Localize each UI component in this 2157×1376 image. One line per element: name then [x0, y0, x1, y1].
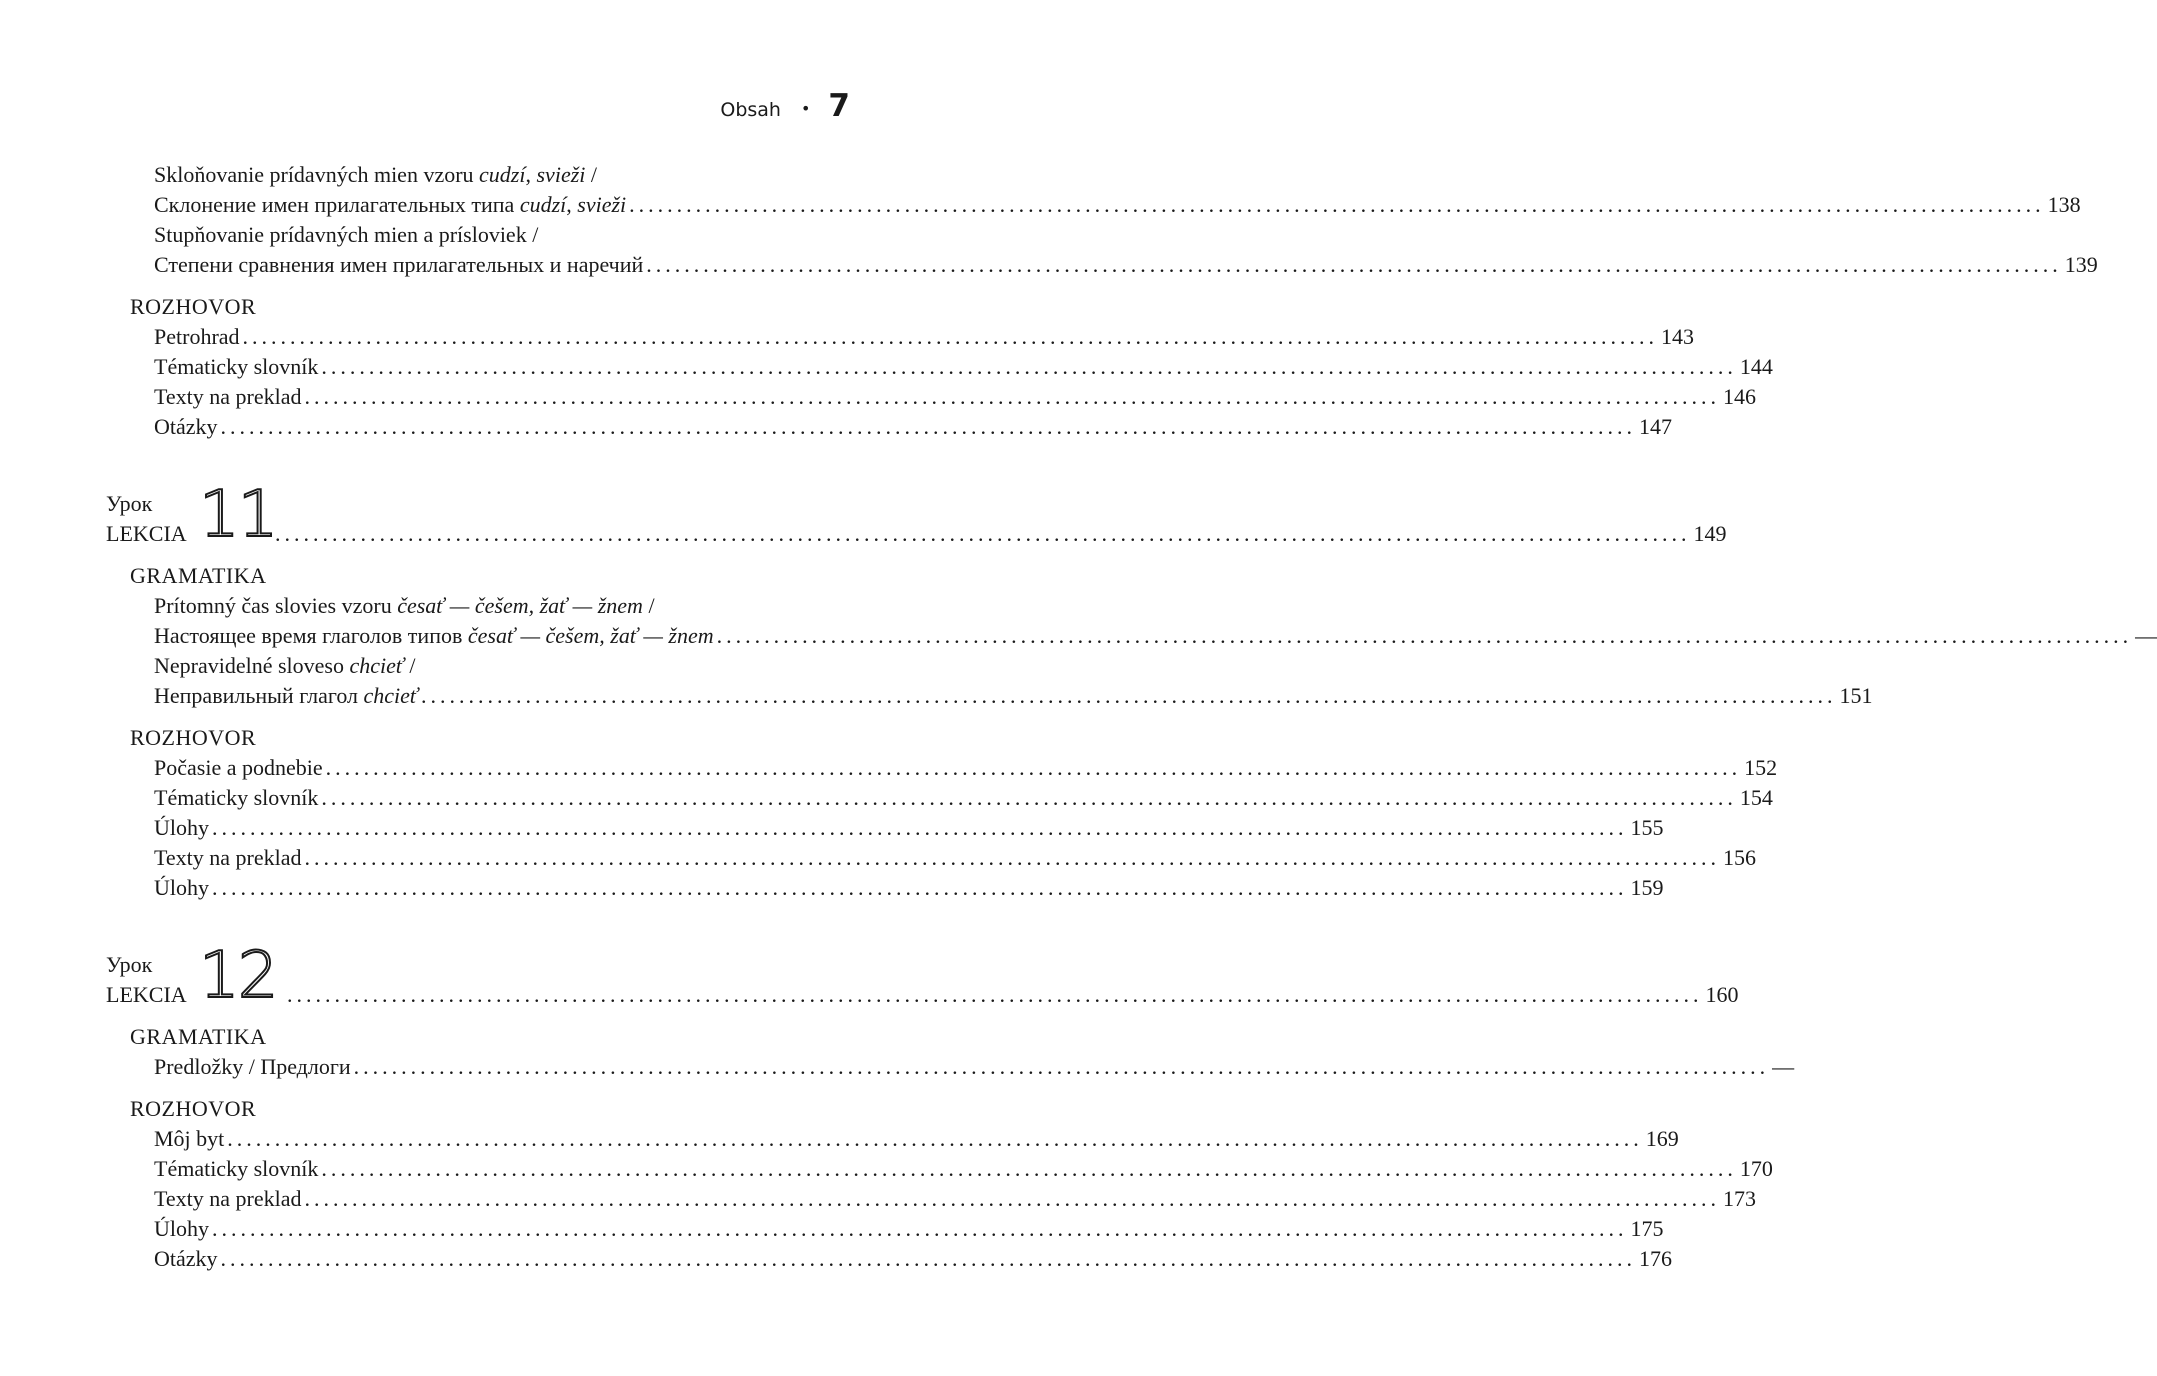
leader-dots: .....................................................................................................................................................: [220, 1246, 1637, 1271]
leader-dots: .....................................................................................................................................................: [220, 414, 1637, 439]
section-heading-gramatika: GRAMATIKA: [130, 563, 267, 588]
page-ref: 138: [2047, 192, 2081, 217]
lesson-label-sk: LEKCIA: [106, 982, 187, 1007]
page-ref: 151: [1839, 683, 1873, 708]
page-ref: —: [1772, 1054, 1795, 1079]
leader-dots: .....................................................................................................................................................: [353, 1054, 1770, 1079]
lesson-label-ru: Урок: [106, 491, 153, 516]
leader-dots: .....................................................................................................................................................: [321, 785, 1737, 810]
leader-dots: .....................................................................................................................................................: [304, 1186, 1721, 1211]
toc-entry[interactable]: Texty na preklad ..................................................................................................................................................... 146: [154, 382, 850, 412]
leader-dots: .....................................................................................................................................................: [287, 982, 1703, 1007]
page-ref: 169: [1645, 1126, 1679, 1151]
lesson-label-sk: LEKCIA: [106, 521, 187, 546]
leader-dots: .....................................................................................................................................................: [325, 755, 1742, 780]
page-ref: 143: [1661, 324, 1695, 349]
page-ref: 175: [1630, 1216, 1664, 1241]
leader-dots: .....................................................................................................................................................: [321, 354, 1737, 379]
section-heading-rozhovor: ROZHOVOR: [130, 1096, 257, 1121]
page-ref: 147: [1639, 414, 1673, 439]
toc-entry[interactable]: Tématicky slovník ..................................................................................................................................................... 170: [154, 1154, 850, 1184]
toc-entry[interactable]: Môj byt ..................................................................................................................................................... 169: [154, 1124, 850, 1154]
lesson-number: 11: [199, 478, 277, 552]
toc-entry[interactable]: Степени сравнения имен прилагательных и наречий ..................................................................................................................................................... 139: [154, 250, 850, 280]
lesson-heading-12[interactable]: [106, 939, 1739, 1013]
toc-entry[interactable]: Otázky ..................................................................................................................................................... 147: [154, 412, 850, 442]
toc-entry[interactable]: Texty na preklad ..................................................................................................................................................... 156: [154, 843, 850, 873]
leader-dots: .....................................................................................................................................................: [304, 845, 1721, 870]
leader-dots: .....................................................................................................................................................: [242, 324, 1659, 349]
toc-entry[interactable]: Predložky / Предлоги ..................................................................................................................................................... —: [154, 1052, 850, 1082]
toc-entry[interactable]: Настоящее время глаголов типов česať — češem, žať — žnem ..................................................................................................................................................... —: [154, 621, 850, 651]
page-ref: 159: [1630, 875, 1664, 900]
leader-dots: .....................................................................................................................................................: [716, 623, 2133, 648]
leader-dots: .....................................................................................................................................................: [646, 252, 2062, 277]
lesson-heading-11[interactable]: [106, 478, 1727, 552]
header-bullet: •: [800, 99, 811, 118]
leader-dots: .....................................................................................................................................................: [321, 1156, 1737, 1181]
toc-entry[interactable]: Úlohy ..................................................................................................................................................... 155: [154, 813, 850, 843]
section-heading-gramatika: GRAMATIKA: [130, 1024, 267, 1049]
toc-entry[interactable]: Úlohy ..................................................................................................................................................... 159: [154, 873, 850, 903]
page-ref: 156: [1723, 845, 1757, 870]
page-ref: —: [2135, 623, 2157, 648]
toc-entry[interactable]: Počasie a podnebie ..................................................................................................................................................... 152: [154, 753, 850, 783]
toc-entry[interactable]: Petrohrad ..................................................................................................................................................... 143: [154, 322, 850, 352]
leader-dots: .....................................................................................................................................................: [212, 1216, 1628, 1241]
leader-dots: .....................................................................................................................................................: [629, 192, 2045, 217]
toc-entry-line: Prítomný čas slovies vzoru česať — češem, žať — žnem /: [154, 593, 655, 618]
toc-entry[interactable]: Úlohy ..................................................................................................................................................... 175: [154, 1214, 850, 1244]
section-heading-rozhovor: ROZHOVOR: [130, 294, 257, 319]
toc-entry[interactable]: Otázky ..................................................................................................................................................... 176: [154, 1244, 850, 1274]
toc-entry-line: Nepravidelné sloveso chcieť /: [154, 653, 416, 678]
header-page-number: 7: [828, 88, 850, 124]
header-section-title: Obsah: [720, 99, 781, 121]
toc-entry[interactable]: Texty na preklad ..................................................................................................................................................... 173: [154, 1184, 850, 1214]
toc-entry-line: Skloňovanie prídavných mien vzoru cudzí, svieži /: [154, 162, 598, 187]
page-ref: 154: [1739, 785, 1773, 810]
running-header: [720, 88, 850, 124]
toc-entry[interactable]: Tématicky slovník ..................................................................................................................................................... 154: [154, 783, 850, 813]
lesson-number: 12: [199, 939, 277, 1013]
toc-entry[interactable]: Tématicky slovník ..................................................................................................................................................... 144: [154, 352, 850, 382]
leader-dots: .....................................................................................................................................................: [212, 815, 1628, 840]
page-ref: 139: [2064, 252, 2098, 277]
page-ref: 144: [1739, 354, 1773, 379]
leader-dots: .....................................................................................................................................................: [227, 1126, 1643, 1151]
leader-dots: .....................................................................................................................................................: [304, 384, 1721, 409]
page-ref: 170: [1739, 1156, 1773, 1181]
leader-dots: .....................................................................................................................................................: [212, 875, 1628, 900]
page-ref: 149: [1693, 521, 1727, 546]
toc-entry[interactable]: Склонение имен прилагательных типа cudzí, svieži ..................................................................................................................................................... 138: [154, 190, 850, 220]
page-ref: 155: [1630, 815, 1664, 840]
lesson-label-ru: Урок: [106, 952, 153, 977]
leader-dots: .....................................................................................................................................................: [275, 521, 1691, 546]
page-ref: 173: [1723, 1186, 1757, 1211]
page-ref: 176: [1639, 1246, 1673, 1271]
page-ref: 160: [1705, 982, 1739, 1007]
page-ref: 152: [1744, 755, 1778, 780]
leader-dots: .....................................................................................................................................................: [420, 683, 1837, 708]
toc-entry-line: Stupňovanie prídavných mien a prísloviek /: [154, 222, 539, 247]
page-ref: 146: [1723, 384, 1757, 409]
section-heading-rozhovor: ROZHOVOR: [130, 725, 257, 750]
toc-entry[interactable]: Неправильный глагол chcieť ..................................................................................................................................................... 151: [154, 681, 850, 711]
